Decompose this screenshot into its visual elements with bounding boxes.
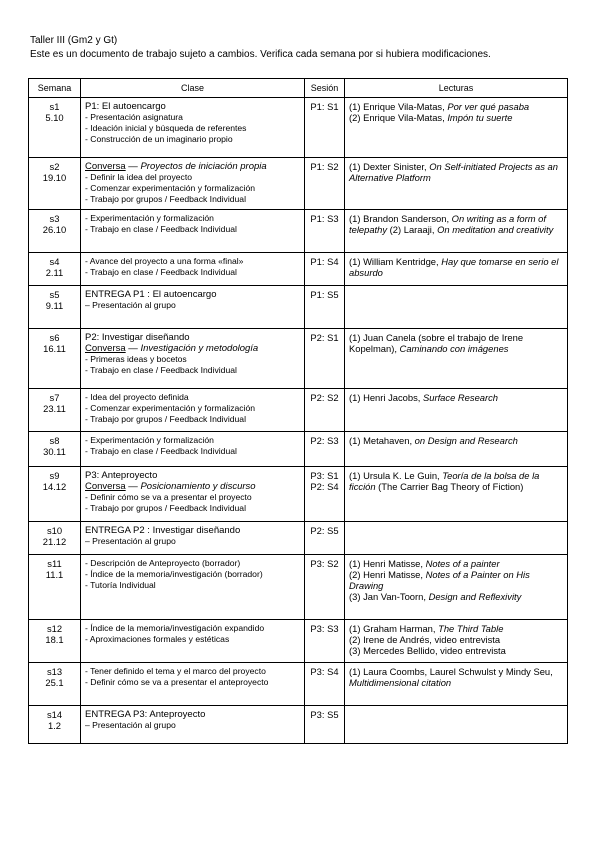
reading-entry bbox=[349, 645, 563, 656]
class-item: - Trabajo en clase / Feedback Individual bbox=[85, 446, 237, 456]
readings-cell bbox=[345, 467, 568, 522]
session-label: P2: S5 bbox=[310, 525, 339, 536]
class-item: - Primeras ideas y bocetos bbox=[85, 354, 187, 364]
reading-title: On Self-initiated Projects as an Alternative Platform bbox=[349, 161, 558, 183]
class-item: - Índice de la memoria/investigación expandido bbox=[85, 623, 265, 633]
class-item: - Trabajo por grupos / Feedback Individual bbox=[85, 414, 246, 424]
table-row bbox=[29, 522, 568, 555]
class-item: - Trabajo por grupos / Feedback Individual bbox=[85, 503, 246, 513]
table-row bbox=[29, 467, 568, 522]
column-header-clase: Clase bbox=[81, 79, 305, 98]
session-label: P2: S4 bbox=[310, 481, 339, 492]
class-item: - Definir la idea del proyecto bbox=[85, 172, 192, 182]
class-cell bbox=[81, 98, 305, 158]
conversa-line bbox=[85, 481, 300, 492]
class-item: - Definir cómo se va a presentar el anteproyecto bbox=[85, 677, 269, 687]
session-label: P2: S3 bbox=[310, 435, 339, 446]
week-label: s7 bbox=[49, 392, 60, 403]
reading-title: The Third Table bbox=[438, 623, 504, 634]
class-item: - Trabajo en clase / Feedback Individual bbox=[85, 365, 237, 375]
week-label: s9 bbox=[49, 470, 60, 481]
week-label: s8 bbox=[49, 435, 60, 446]
table-row bbox=[29, 706, 568, 744]
reading-title: Notes of a painter bbox=[425, 558, 500, 569]
conversa-label: Conversa bbox=[85, 161, 126, 172]
reading-author: (2) Laraaji, bbox=[387, 224, 438, 235]
session-cell bbox=[305, 253, 345, 286]
reading-entry bbox=[349, 161, 563, 183]
reading-author: (1) Enrique Vila-Matas, bbox=[349, 101, 448, 112]
reading-title: Multidimensional citation bbox=[349, 677, 452, 688]
week-date: 14.12 bbox=[42, 481, 67, 492]
week-cell bbox=[29, 432, 81, 467]
reading-entry bbox=[349, 435, 563, 446]
session-label: P3: S2 bbox=[310, 558, 339, 569]
week-label: s6 bbox=[49, 332, 60, 343]
class-cell bbox=[81, 158, 305, 210]
class-item: - Descripción de Anteproyecto (borrador) bbox=[85, 558, 241, 568]
week-date: 16.11 bbox=[43, 343, 66, 354]
session-label: P1: S4 bbox=[310, 256, 339, 267]
session-cell bbox=[305, 706, 345, 744]
class-item: - Comenzar experimentación y formalización bbox=[85, 183, 256, 193]
reading-title: on Design and Research bbox=[414, 435, 518, 446]
class-title: ENTREGA P1 : El autoencargo bbox=[85, 289, 217, 300]
readings-cell bbox=[345, 286, 568, 329]
class-cell bbox=[81, 522, 305, 555]
session-cell bbox=[305, 210, 345, 253]
week-date: 19.10 bbox=[42, 172, 67, 183]
table-row bbox=[29, 286, 568, 329]
column-header-sesion: Sesión bbox=[305, 79, 345, 98]
class-item: - Experimentación y formalización bbox=[85, 213, 214, 223]
reading-entry bbox=[349, 558, 563, 569]
class-item: - Idea del proyecto definida bbox=[85, 392, 189, 402]
session-cell bbox=[305, 555, 345, 620]
table-row bbox=[29, 432, 568, 467]
reading-entry bbox=[349, 623, 563, 634]
week-label: s13 bbox=[46, 666, 63, 677]
week-cell bbox=[29, 522, 81, 555]
week-label: s2 bbox=[49, 161, 60, 172]
session-cell bbox=[305, 663, 345, 706]
week-date: 1.2 bbox=[47, 720, 62, 731]
reading-author: (2) Irene de Andrés, video entrevista bbox=[349, 634, 501, 645]
session-cell bbox=[305, 329, 345, 389]
class-item: – Presentación al grupo bbox=[85, 300, 176, 310]
document-title: Taller III (Gm2 y Gt) bbox=[30, 35, 118, 46]
class-item: - Tutoría Individual bbox=[85, 580, 156, 590]
readings-cell bbox=[345, 555, 568, 620]
week-date: 21.12 bbox=[42, 536, 67, 547]
class-item: - Comenzar experimentación y formalización bbox=[85, 403, 256, 413]
reading-entry bbox=[349, 392, 563, 403]
conversa-line bbox=[85, 343, 300, 354]
week-date: 11.1 bbox=[45, 569, 64, 580]
reading-author: (1) Juan Canela (sobre el trabajo de Irene Kopelman), bbox=[349, 332, 524, 354]
column-header-lecturas: Lecturas bbox=[345, 79, 568, 98]
class-item: - Experimentación y formalización bbox=[85, 435, 214, 445]
table-row bbox=[29, 389, 568, 432]
reading-entry bbox=[349, 591, 563, 602]
reading-title: Caminando con imágenes bbox=[399, 343, 509, 354]
reading-author: (1) Dexter Sinister, bbox=[349, 161, 430, 172]
column-header-semana: Semana bbox=[29, 79, 81, 98]
readings-cell bbox=[345, 620, 568, 663]
week-cell bbox=[29, 286, 81, 329]
week-label: s4 bbox=[49, 256, 60, 267]
week-label: s12 bbox=[46, 623, 63, 634]
conversa-label: Conversa bbox=[85, 343, 126, 354]
week-date: 26.10 bbox=[42, 224, 67, 235]
reading-entry bbox=[349, 666, 563, 688]
reading-title: Impón tu suerte bbox=[447, 112, 513, 123]
reading-author: (1) Laura Coombs, Laurel Schwulst y Mindy Seu, bbox=[349, 666, 553, 677]
readings-cell bbox=[345, 663, 568, 706]
session-label: P3: S1 bbox=[310, 470, 339, 481]
session-cell bbox=[305, 98, 345, 158]
session-label: P1: S2 bbox=[310, 161, 339, 172]
week-date: 23.11 bbox=[43, 403, 66, 414]
week-label: s3 bbox=[49, 213, 60, 224]
class-item: - Ideación inicial y búsqueda de referentes bbox=[85, 123, 247, 133]
class-item: - Trabajo en clase / Feedback Individual bbox=[85, 267, 237, 277]
week-label: s5 bbox=[49, 289, 60, 300]
week-cell bbox=[29, 253, 81, 286]
reading-entry bbox=[349, 634, 563, 645]
class-item: - Construcción de un imaginario propio bbox=[85, 134, 233, 144]
reading-title: Por ver qué pasaba bbox=[447, 101, 530, 112]
session-cell bbox=[305, 158, 345, 210]
week-cell bbox=[29, 329, 81, 389]
reading-author: (1) William Kentridge, bbox=[349, 256, 442, 267]
class-cell bbox=[81, 663, 305, 706]
class-cell bbox=[81, 432, 305, 467]
readings-cell bbox=[345, 158, 568, 210]
readings-cell bbox=[345, 522, 568, 555]
table-row bbox=[29, 98, 568, 158]
readings-cell bbox=[345, 210, 568, 253]
reading-entry bbox=[349, 256, 563, 278]
class-item: - Avance del proyecto a una forma «final» bbox=[85, 256, 244, 266]
reading-entry bbox=[349, 112, 563, 123]
reading-author: (1) Henri Matisse, bbox=[349, 558, 426, 569]
reading-title: Surface Research bbox=[422, 392, 499, 403]
session-cell bbox=[305, 522, 345, 555]
class-item: - Índice de la memoria/investigación (borrador) bbox=[85, 569, 263, 579]
document-header bbox=[30, 34, 491, 62]
reading-author: (1) Metahaven, bbox=[349, 435, 415, 446]
week-cell bbox=[29, 210, 81, 253]
week-cell bbox=[29, 467, 81, 522]
reading-title: Hay que tomarse en serio el absurdo bbox=[349, 256, 559, 278]
class-item: - Trabajo por grupos / Feedback Individual bbox=[85, 194, 246, 204]
session-label: P1: S1 bbox=[310, 101, 339, 112]
class-item: - Tener definido el tema y el marco del proyecto bbox=[85, 666, 266, 676]
week-date: 9.11 bbox=[45, 300, 64, 311]
table-row bbox=[29, 158, 568, 210]
table-row bbox=[29, 663, 568, 706]
class-cell bbox=[81, 706, 305, 744]
table-header-row bbox=[29, 79, 568, 98]
class-cell bbox=[81, 555, 305, 620]
reading-author: (1) Henri Jacobs, bbox=[349, 392, 423, 403]
reading-author: (2) Enrique Vila-Matas, bbox=[349, 112, 448, 123]
class-item: - Aproximaciones formales y estéticas bbox=[85, 634, 230, 644]
reading-title: On writing as a form of telepathy bbox=[349, 213, 546, 235]
conversa-topic: — Investigación y metodología bbox=[125, 343, 259, 354]
session-label: P1: S5 bbox=[310, 289, 339, 300]
conversa-topic: — Posicionamiento y discurso bbox=[125, 481, 256, 492]
reading-title: Teoría de la bolsa de la ficción bbox=[349, 470, 540, 492]
reading-entry bbox=[349, 569, 563, 591]
session-label: P3: S5 bbox=[310, 709, 339, 720]
class-title: P1: El autoencargo bbox=[85, 101, 166, 112]
week-date: 30.11 bbox=[43, 446, 66, 457]
session-label: P3: S4 bbox=[310, 666, 339, 677]
week-cell bbox=[29, 620, 81, 663]
readings-cell bbox=[345, 432, 568, 467]
class-title: P2: Investigar diseñando bbox=[85, 332, 190, 343]
conversa-line bbox=[85, 161, 300, 172]
week-label: s10 bbox=[46, 525, 63, 536]
reading-author: (2) Henri Matisse, bbox=[349, 569, 426, 580]
table-row bbox=[29, 620, 568, 663]
table-row bbox=[29, 210, 568, 253]
week-cell bbox=[29, 389, 81, 432]
week-date: 25.1 bbox=[45, 677, 64, 688]
conversa-label: Conversa bbox=[85, 481, 126, 492]
class-item: - Definir cómo se va a presentar el proyecto bbox=[85, 492, 252, 502]
week-cell bbox=[29, 555, 81, 620]
reading-title: Notes of a Painter on His Drawing bbox=[349, 569, 530, 591]
document-note: Este es un documento de trabajo sujeto a cambios. Verifica cada semana por si hubiera modificaciones. bbox=[30, 49, 491, 60]
reading-entry bbox=[349, 213, 563, 235]
schedule-table bbox=[28, 78, 568, 744]
readings-cell bbox=[345, 98, 568, 158]
session-label: P1: S3 bbox=[310, 213, 339, 224]
class-cell bbox=[81, 467, 305, 522]
week-label: s1 bbox=[49, 101, 60, 112]
reading-author: (3) Mercedes Bellido, video entrevista bbox=[349, 645, 506, 656]
conversa-topic: — Proyectos de iniciación propia bbox=[125, 161, 267, 172]
readings-cell bbox=[345, 389, 568, 432]
reading-author: (The Carrier Bag Theory of Fiction) bbox=[375, 481, 524, 492]
class-item: - Presentación asignatura bbox=[85, 112, 183, 122]
week-label: s11 bbox=[47, 558, 62, 569]
reading-entry bbox=[349, 332, 563, 354]
session-label: P3: S3 bbox=[310, 623, 339, 634]
readings-cell bbox=[345, 253, 568, 286]
class-title: P3: Anteproyecto bbox=[85, 470, 158, 481]
reading-title: On meditation and creativity bbox=[437, 224, 554, 235]
table-row bbox=[29, 253, 568, 286]
reading-title: Design and Reflexivity bbox=[428, 591, 522, 602]
session-label: P2: S1 bbox=[310, 332, 339, 343]
class-cell bbox=[81, 389, 305, 432]
reading-author: (3) Jan Van-Toorn, bbox=[349, 591, 429, 602]
class-title: ENTREGA P2 : Investigar diseñando bbox=[85, 525, 241, 536]
week-cell bbox=[29, 98, 81, 158]
reading-author: (1) Graham Harman, bbox=[349, 623, 439, 634]
class-cell bbox=[81, 253, 305, 286]
session-cell bbox=[305, 432, 345, 467]
class-cell bbox=[81, 620, 305, 663]
reading-entry bbox=[349, 470, 563, 492]
session-cell bbox=[305, 286, 345, 329]
week-cell bbox=[29, 158, 81, 210]
table-row bbox=[29, 329, 568, 389]
week-date: 2.11 bbox=[45, 267, 64, 278]
class-cell bbox=[81, 286, 305, 329]
reading-entry bbox=[349, 101, 563, 112]
session-cell bbox=[305, 620, 345, 663]
class-item: – Presentación al grupo bbox=[85, 536, 176, 546]
session-cell bbox=[305, 389, 345, 432]
readings-cell bbox=[345, 706, 568, 744]
class-title: ENTREGA P3: Anteproyecto bbox=[85, 709, 206, 720]
class-cell bbox=[81, 210, 305, 253]
readings-cell bbox=[345, 329, 568, 389]
reading-author: (1) Brandon Sanderson, bbox=[349, 213, 452, 224]
week-label: s14 bbox=[46, 709, 63, 720]
table-row bbox=[29, 555, 568, 620]
class-cell bbox=[81, 329, 305, 389]
session-label: P2: S2 bbox=[310, 392, 339, 403]
week-date: 5.10 bbox=[45, 112, 64, 123]
class-item: – Presentación al grupo bbox=[85, 720, 176, 730]
week-cell bbox=[29, 706, 81, 744]
week-date: 18.1 bbox=[45, 634, 64, 645]
reading-author: (1) Ursula K. Le Guin, bbox=[349, 470, 443, 481]
session-cell bbox=[305, 467, 345, 522]
week-cell bbox=[29, 663, 81, 706]
class-item: - Trabajo en clase / Feedback Individual bbox=[85, 224, 237, 234]
